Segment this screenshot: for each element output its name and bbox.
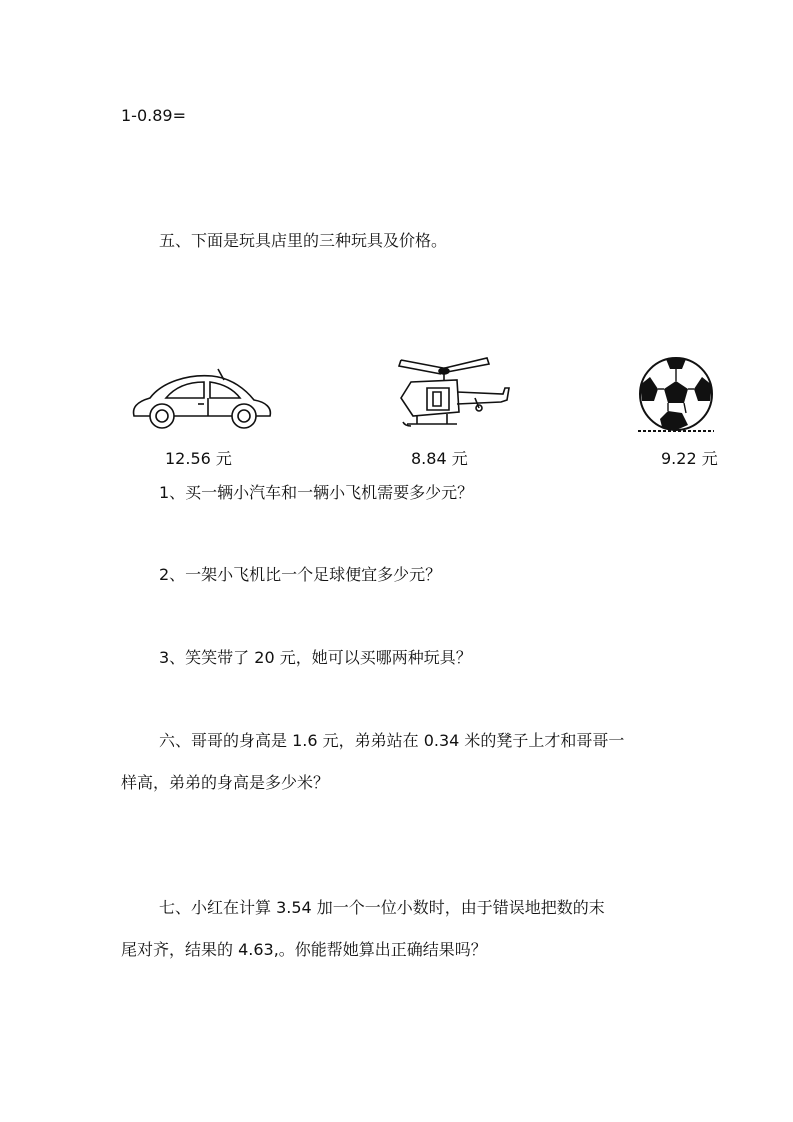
question-7-line-2: 尾对齐，结果的 4.63,。你能帮她算出正确结果吗？ bbox=[121, 940, 487, 959]
car-price: 12.56 元 bbox=[165, 449, 232, 468]
question-7-line-1: 七、小红在计算 3.54 加一个一位小数时，由于错误地把数的末 bbox=[159, 898, 605, 917]
car-icon bbox=[128, 368, 274, 430]
question-5-1: 1、买一辆小汽车和一辆小飞机需要多少元？ bbox=[159, 483, 474, 502]
helicopter-price: 8.84 元 bbox=[411, 449, 468, 468]
question-5-2: 2、一架小飞机比一个足球便宜多少元？ bbox=[159, 565, 442, 584]
question-6-line-1: 六、哥哥的身高是 1.6 元，弟弟站在 0.34 米的凳子上才和哥哥一 bbox=[159, 731, 625, 750]
soccer-ball-icon bbox=[636, 355, 716, 435]
calc-line: 1-0.89= bbox=[121, 106, 186, 125]
soccer-ball-price: 9.22 元 bbox=[661, 449, 718, 468]
question-5-title: 五、下面是玩具店里的三种玩具及价格。 bbox=[159, 231, 448, 250]
question-6-line-2: 样高，弟弟的身高是多少米？ bbox=[121, 773, 330, 792]
question-5-3: 3、笑笑带了 20 元，她可以买哪两种玩具？ bbox=[159, 648, 472, 667]
helicopter-icon bbox=[393, 354, 511, 434]
